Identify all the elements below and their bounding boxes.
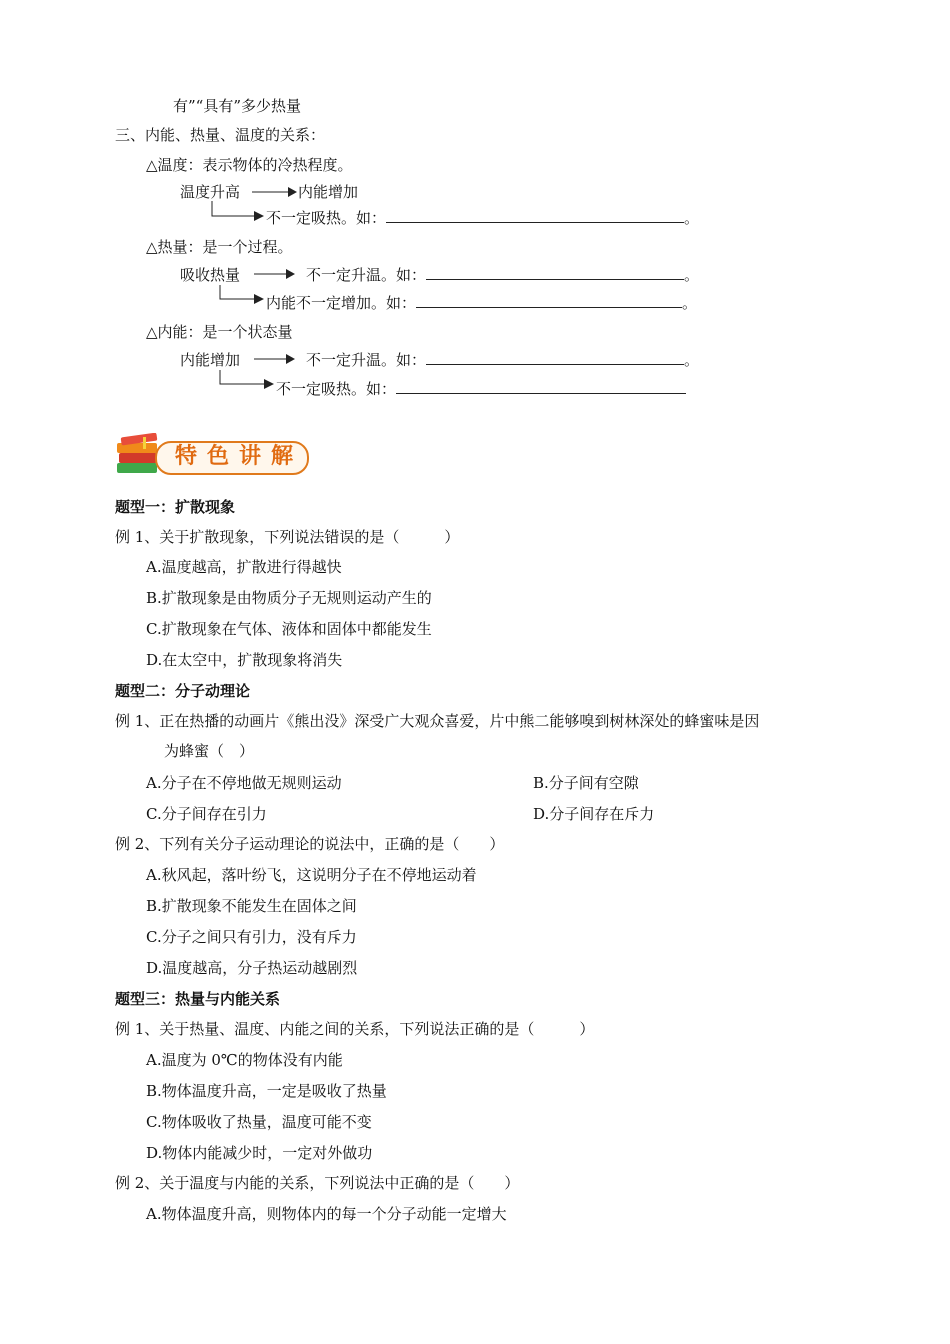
type3-q2-option-a: A.物体温度升高，则物体内的每一个分子动能一定增大 [146, 1205, 507, 1223]
type3-q1: 例 1、关于热量、温度、内能之间的关系，下列说法正确的是（ ） [115, 1020, 595, 1038]
type2-q2-option-b: B.扩散现象不能发生在固体之间 [146, 897, 357, 915]
type3-q1-option-a: A.温度为 0℃的物体没有内能 [146, 1051, 343, 1069]
temperature-rise-label: 温度升高 [180, 183, 241, 201]
type3-q1-option-c: C.物体吸收了热量，温度可能不变 [146, 1113, 372, 1131]
not-rise-example: 不一定升温。如： 。 [306, 266, 700, 284]
arrow-right-icon [252, 268, 298, 280]
answer-blank [386, 208, 684, 223]
type2-q1-line1: 例 1、正在热播的动画片《熊出没》深受广大观众喜爱，片中熊二能够嗅到树林深处的蜂蜜味是因 [115, 712, 760, 730]
type1-option-c: C.扩散现象在气体、液体和固体中都能发生 [146, 620, 432, 638]
type2-q2: 例 2、下列有关分子运动理论的说法中，正确的是（ ） [115, 835, 505, 853]
internal-increase-label-2: 内能增加 [180, 351, 241, 369]
type1-option-d: D.在太空中，扩散现象将消失 [146, 651, 343, 669]
type3-title: 题型三：热量与内能关系 [115, 990, 281, 1008]
type2-title: 题型二：分子动理论 [115, 682, 251, 700]
type1-option-a: A.温度越高，扩散进行得越快 [146, 558, 342, 576]
banner-label: 特色讲解 [175, 444, 304, 469]
branch-arrow-icon [210, 200, 266, 222]
type2-q1-option-b: B.分子间有空隙 [533, 774, 639, 792]
answer-blank [396, 379, 686, 394]
type2-q2-option-a: A.秋风起，落叶纷飞，这说明分子在不停地运动着 [146, 866, 477, 884]
answer-blank [426, 350, 684, 365]
answer-blank [416, 293, 682, 308]
type1-title: 题型一：扩散现象 [115, 498, 236, 516]
internal-increase-label: 内能增加 [298, 183, 359, 201]
type2-q1-option-c: C.分子间存在引力 [146, 805, 267, 823]
not-rise-example-2: 不一定升温。如： 。 [306, 351, 700, 369]
absorb-heat-label: 吸收热量 [180, 266, 241, 284]
section-heading: 三、内能、热量、温度的关系： [115, 126, 326, 144]
branch-arrow-icon [218, 369, 276, 391]
type2-q1-option-d: D.分子间存在斥力 [533, 805, 655, 823]
internal-not-increase-example: 内能不一定增加。如： 。 [266, 294, 698, 312]
type2-q1-option-a: A.分子在不停地做无规则运动 [146, 774, 342, 792]
type2-q2-option-d: D.温度越高，分子热运动越剧烈 [146, 959, 358, 977]
type3-q2: 例 2、关于温度与内能的关系，下列说法中正确的是（ ） [115, 1174, 520, 1192]
internal-definition: △内能：是一个状态量 [146, 323, 293, 341]
branch-arrow-icon [218, 284, 266, 306]
continued-line: 有”“具有”多少热量 [173, 97, 302, 115]
type1-question: 例 1、关于扩散现象，下列说法错误的是（ ） [115, 528, 460, 546]
arrow-right-icon [250, 186, 298, 198]
arrow-right-icon [252, 353, 298, 365]
not-absorb-example-2: 不一定吸热。如： [276, 379, 686, 399]
type1-option-b: B.扩散现象是由物质分子无规则运动产生的 [146, 589, 432, 607]
not-absorb-example: 不一定吸热。如： 。 [266, 209, 700, 227]
type3-q1-option-b: B.物体温度升高，一定是吸收了热量 [146, 1082, 387, 1100]
type2-q1-line2: 为蜂蜜（ ） [164, 742, 255, 760]
type2-q2-option-c: C.分子之间只有引力，没有斥力 [146, 928, 357, 946]
feature-banner [113, 433, 313, 479]
type3-q1-option-d: D.物体内能减少时，一定对外做功 [146, 1144, 373, 1162]
temperature-definition: △温度：表示物体的冷热程度。 [146, 156, 353, 174]
heat-definition: △热量：是一个过程。 [146, 238, 293, 256]
answer-blank [426, 265, 684, 280]
